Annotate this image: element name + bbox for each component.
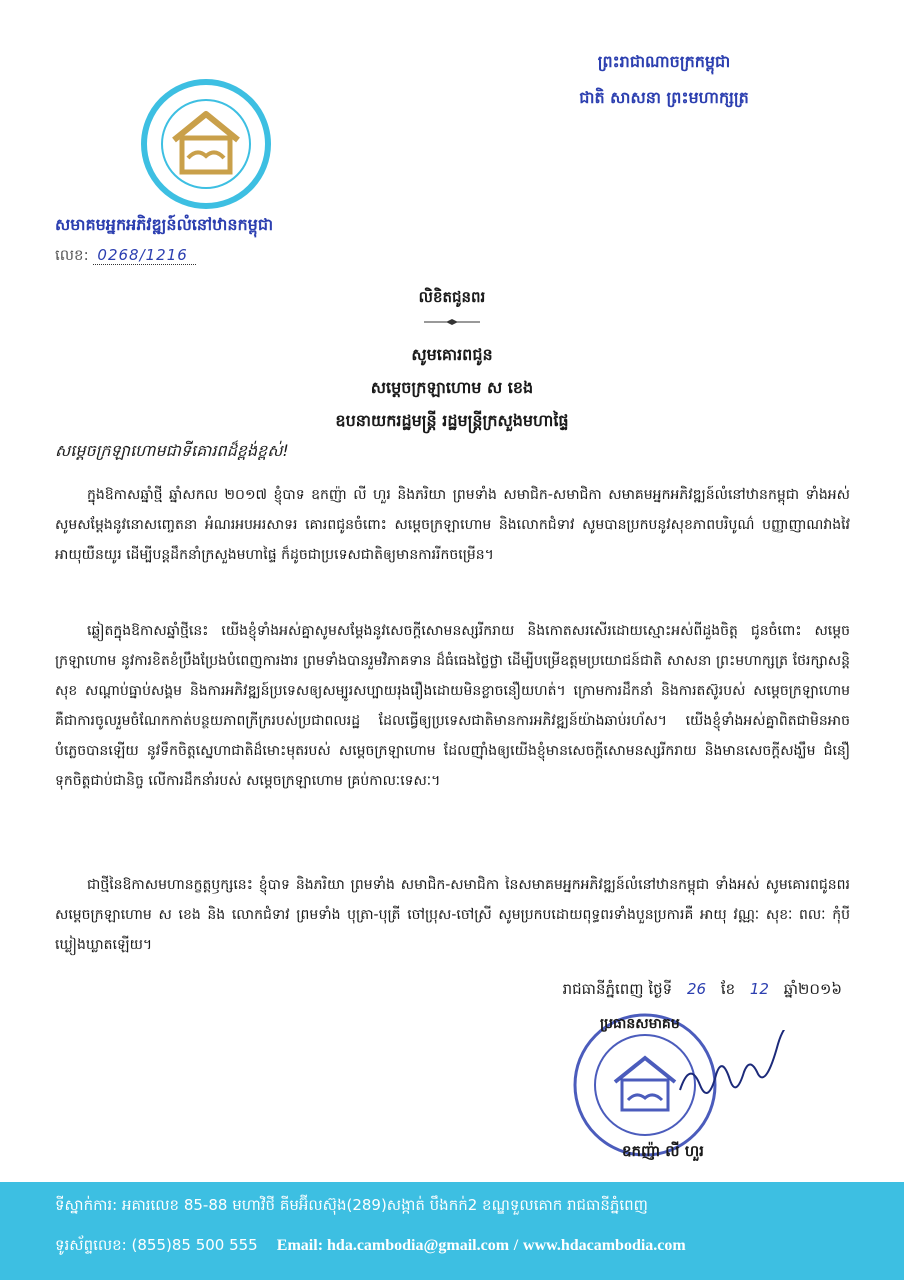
recipient-line-3: ឧបនាយករដ្ឋមន្ត្រី រដ្ឋមន្ត្រីក្រសួងមហាផ្ទៃ bbox=[335, 411, 569, 430]
reference-label: លេខ: bbox=[55, 246, 89, 264]
signature-title: ប្រធានសមាគម bbox=[600, 1016, 680, 1032]
salutation: សម្តេចក្រឡាហោមជាទីគោរពដ៏ខ្ពង់ខ្ពស់! bbox=[55, 441, 289, 460]
footer-contact bbox=[55, 1236, 686, 1258]
ornament-divider-icon bbox=[422, 318, 482, 326]
paragraph-3: ជាថ្មីនៃឱកាសមហានក្ខត្តឫក្សនេះ ខ្ញុំបាទ និងភរិយា ព្រមទាំង សមាជិក-សមាជិកា នៃសមាគមអ្នកអភិវឌ្ឍន៍លំនៅឋានកម្ពុជា ទាំងអស់ សូមគោរពជូនពរ សម្តេចក្រឡាហោម ស ខេង និង លោកជំទាវ ព្រមទាំង បុត្រា-បុត្រី ចៅប្រុស-ចៅស្រី សូមប្រកបដោយពុទ្ធពរទាំងបួនប្រការគឺ អាយុ វណ្ណៈ សុខៈ ពលៈ កុំបីឃ្លៀងឃ្លាតឡើយ។ bbox=[55, 877, 850, 953]
phone-label: ទូរស័ព្ទលេខ: bbox=[55, 1236, 127, 1254]
association-name: សមាគមអ្នកអភិវឌ្ឍន៍លំនៅឋានកម្ពុជា bbox=[55, 215, 274, 234]
date-year: ឆ្នាំ២០១៦ bbox=[783, 980, 842, 998]
handwritten-signature-icon bbox=[660, 1030, 810, 1120]
reference-number bbox=[55, 246, 196, 268]
email-link[interactable]: Email: hda.cambodia@gmail.com bbox=[276, 1237, 510, 1254]
phone-number: (855)85 500 555 bbox=[131, 1236, 258, 1254]
footer-address: ទីស្នាក់ការ: អគារលេខ 85-88 មហាវិថី គីមអ៊ីលស៊ុង(289)សង្កាត់ បឹងកក់2 ខណ្ឌទួលគោក រាជធានីភ្នំពេញ bbox=[55, 1196, 648, 1214]
date-prefix: រាជធានីភ្នំពេញ ថ្ងៃទី bbox=[562, 980, 673, 998]
recipient-block bbox=[0, 338, 904, 437]
kingdom-motto: ជាតិ សាសនា ព្រះមហាក្សត្រ bbox=[579, 88, 749, 107]
kingdom-header bbox=[504, 44, 824, 116]
association-logo-icon bbox=[140, 78, 272, 210]
recipient-line-2: សម្តេចក្រឡាហោម ស ខេង bbox=[370, 378, 534, 397]
footer-bar bbox=[0, 1182, 904, 1280]
reference-value: 0268/1216 bbox=[93, 246, 195, 265]
letter-title: លិខិតជូនពរ bbox=[418, 288, 486, 306]
contact-separator: / bbox=[513, 1237, 519, 1254]
signature-name: ឧកញ៉ា លី ហួរ bbox=[622, 1142, 704, 1160]
website-link[interactable]: www.hdacambodia.com bbox=[523, 1237, 686, 1254]
date-day: 26 bbox=[686, 980, 707, 998]
paragraph-2: ឆ្លៀតក្នុងឱកាសឆ្នាំថ្មីនេះ យើងខ្ញុំទាំងអស់គ្នាសូមសម្តែងនូវសេចក្តីសោមនស្សរីករាយ និងកោតសរសើរដោយស្មោះអស់ពីដួងចិត្ត ជូនចំពោះ សម្តេចក្រឡាហោម នូវការខិតខំប្រឹងប្រែងបំពេញការងារ ព្រមទាំងបានរួមវិភាគទាន ដ៏ធំធេងថ្លៃថ្លា ដើម្បីបម្រើឧត្តមប្រយោជន៍ជាតិ សាសនា ព្រះមហាក្សត្រ ថែរក្សាសន្តិសុខ សណ្តាប់ធ្នាប់សង្គម និងការអភិវឌ្ឍន៍ប្រទេសឲ្យសម្បូរសប្បាយរុងរឿងដោយមិនខ្លាចនឿយហត់។ ក្រោមការដឹកនាំ និងការតស៊ូរបស់ សម្តេចក្រឡាហោម គឺជាការចូលរួមចំណែកកាត់បន្ថយភាពក្រីក្ររបស់ប្រជាពលរដ្ឋ ដែលធ្វើឲ្យប្រទេសជាតិមានការអភិវឌ្ឍន៍យ៉ាងឆាប់រហ័ស។ យើងខ្ញុំទាំងអស់គ្នាពិតជាមិនអាចបំភ្លេចបានឡើយ នូវទឹកចិត្តស្នេហាជាតិដ៏មោះមុតរបស់ សម្តេចក្រឡាហោម ដែលញ៉ាំងឲ្យយើងខ្ញុំមានសេចក្តីសោមនស្សរីករាយ និងមានសេចក្តីសង្ឃឹម ជំនឿទុកចិត្តជាប់ជានិច្ច លើការដឹកនាំរបស់ សម្តេចក្រឡាហោម គ្រប់កាលៈទេសៈ។ bbox=[55, 623, 850, 789]
date-month: 12 bbox=[749, 980, 769, 998]
paragraph-1: ក្នុងឱកាសឆ្នាំថ្មី ឆ្នាំសកល ២០១៧ ខ្ញុំបាទ ឧកញ៉ា លី ហួរ និងភរិយា ព្រមទាំង សមាជិក-សមាជិកា សមាគមអ្នកអភិវឌ្ឍន៍លំនៅឋានកម្ពុជា ទាំងអស់ សូមសម្តែងនូវនោសញ្ចេតនា អំណរអបអរសាទរ គោរពជូនចំពោះ សម្តេចក្រឡាហោម និងលោកជំទាវ សូមបានប្រកបនូវសុខភាពបរិបូណ៌ បញ្ញាញាណវាងវៃ អាយុយឺនយូរ ដើម្បីបន្តដឹកនាំក្រសួងមហាផ្ទៃ ក៏ដូចជាប្រទេសជាតិឲ្យមានការរីកចម្រើន។ bbox=[55, 487, 850, 563]
letter-date bbox=[563, 980, 842, 1002]
date-month-label: ខែ bbox=[720, 980, 736, 998]
kingdom-title: ព្រះរាជាណាចក្រកម្ពុជា bbox=[597, 52, 731, 71]
recipient-line-1: សូមគោរពជូន bbox=[411, 345, 493, 364]
